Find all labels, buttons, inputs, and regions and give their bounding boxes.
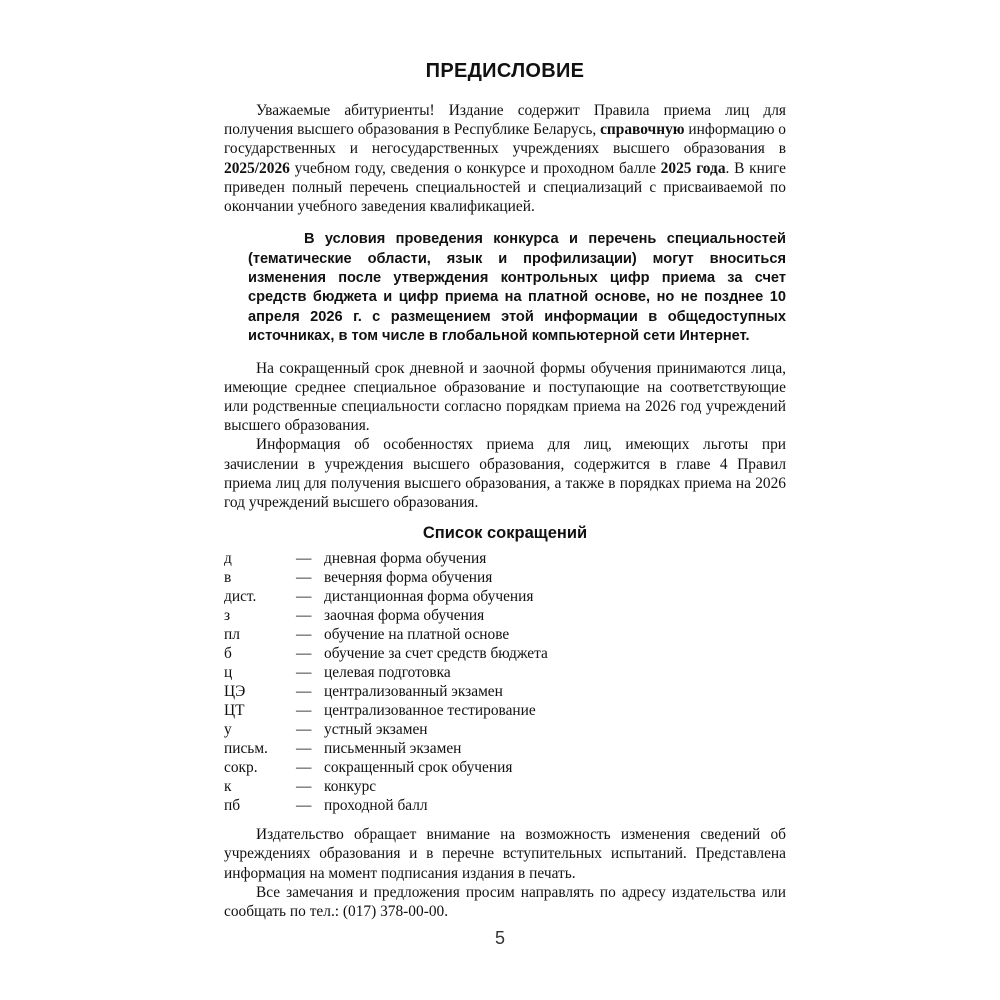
abbreviation-row: [224, 777, 786, 796]
abbreviation-row: [224, 739, 786, 758]
abbreviation-dash: —: [296, 645, 312, 663]
abbreviation-meaning: дневная форма обучения: [324, 550, 487, 568]
intro-bold-year: 2025 года: [660, 159, 726, 177]
abbreviation-meaning: сокращенный срок обучения: [324, 759, 513, 777]
abbreviation-row: [224, 606, 786, 625]
shortened-term-paragraph: На сокращенный срок дневной и заочной формы обучения принимаются лица, имеющие среднее специальное образование и поступающие на соответствующие или родственные специальности согласно порядкам приема на 2026 год учреждений высшего образования.: [224, 359, 786, 435]
intro-paragraph: [224, 101, 786, 216]
intro-text-1: Уважаемые абитуриенты! Издание содержит Правила приема лиц для получения высшего образования в Республике Беларусь,: [224, 102, 786, 139]
abbreviation-dash: —: [296, 664, 312, 682]
abbreviation-row: [224, 644, 786, 663]
abbreviation-row: [224, 625, 786, 644]
abbreviation-meaning: проходной балл: [324, 797, 428, 815]
abbreviation-meaning: обучение за счет средств бюджета: [324, 645, 548, 663]
abbreviations-list: [224, 549, 786, 815]
abbreviation-row: [224, 663, 786, 682]
abbreviation-meaning: централизованное тестирование: [324, 702, 536, 720]
abbreviation-code: ЦЭ: [224, 683, 246, 701]
abbreviation-dash: —: [296, 778, 312, 796]
abbreviation-dash: —: [296, 607, 312, 625]
abbreviation-meaning: вечерняя форма обучения: [324, 569, 493, 587]
abbreviation-meaning: централизованный экзамен: [324, 683, 503, 701]
page-number: 5: [494, 928, 505, 948]
abbreviation-code: сокр.: [224, 759, 258, 777]
abbreviation-meaning: целевая подготовка: [324, 664, 451, 682]
abbreviation-code: ц: [224, 664, 233, 682]
publisher-note-paragraph: Издательство обращает внимание на возможность изменения сведений об учреждениях образования и в перечне вступительных испытаний. Представлена информация на момент подписания издания в печать.: [224, 826, 786, 882]
abbreviation-meaning: письменный экзамен: [324, 740, 462, 758]
abbreviations-title: Список сокращений: [422, 524, 588, 543]
contact-paragraph: Все замечания и предложения просим направлять по адресу издательства или сообщать по тел.: (017) 378-00-00.: [224, 883, 786, 921]
intro-bold-academic-year: 2025/2026: [224, 159, 290, 177]
abbreviation-dash: —: [296, 721, 312, 739]
abbreviation-code: ЦТ: [224, 702, 245, 720]
abbreviation-row: [224, 758, 786, 777]
abbreviation-meaning: дистанционная форма обучения: [324, 588, 534, 606]
abbreviation-meaning: устный экзамен: [324, 721, 428, 739]
abbreviation-code: пл: [224, 626, 240, 644]
abbreviation-row: [224, 720, 786, 739]
abbreviation-dash: —: [296, 588, 312, 606]
abbreviation-code: к: [224, 778, 232, 796]
abbreviation-row: [224, 587, 786, 606]
abbreviation-dash: —: [296, 740, 312, 758]
abbreviation-code: з: [224, 607, 231, 625]
abbreviation-dash: —: [296, 683, 312, 701]
abbreviation-code: в: [224, 569, 232, 587]
intro-text-4: . В книге приведен полный перечень специальностей и специализаций с присваиваемой по окончании учебного заведения квалификацией.: [224, 159, 787, 216]
abbreviation-meaning: заочная форма обучения: [324, 607, 485, 625]
abbreviation-dash: —: [296, 797, 312, 815]
abbreviation-row: [224, 796, 786, 815]
abbreviation-code: у: [224, 721, 232, 739]
notice-paragraph: В условия проведения конкурса и перечень специальностей (тематические области, язык и профилизации) могут вноситься изменения после утверждения контрольных цифр приема за счет средств бюджета и цифр приема на платной основе, но не позднее 10 апреля 2026 г. с размещением этой информации в общедоступных источниках, в том числе в глобальной компьютерной сети Интернет.: [248, 231, 786, 345]
abbreviation-meaning: обучение на платной основе: [324, 626, 510, 644]
abbreviation-dash: —: [296, 569, 312, 587]
benefits-paragraph: Информация об особенностях приема для лиц, имеющих льготы при зачислении в учреждения высшего образования, содержится в главе 4 Правил приема лиц для получения высшего образования, а также в порядках приема на 2026 год учреждений высшего образования.: [224, 436, 786, 512]
abbreviation-row: [224, 682, 786, 701]
intro-bold-reference: справочную: [600, 121, 685, 139]
abbreviation-dash: —: [296, 550, 312, 568]
intro-text-2: информацию о государственных и негосударственных учреждениях высшего образования в: [224, 121, 786, 158]
abbreviation-dash: —: [296, 702, 312, 720]
abbreviation-row: [224, 701, 786, 720]
abbreviation-row: [224, 549, 786, 568]
abbreviation-dash: —: [296, 626, 312, 644]
abbreviation-meaning: конкурс: [324, 778, 377, 796]
abbreviation-code: д: [224, 550, 232, 568]
abbreviation-dash: —: [296, 759, 312, 777]
abbreviation-code: пб: [224, 797, 241, 815]
intro-text-3: учебном году, сведения о конкурсе и проходном балле: [289, 159, 661, 177]
abbreviation-code: письм.: [224, 740, 268, 758]
document-page: [224, 60, 786, 921]
abbreviation-code: дист.: [224, 588, 257, 606]
abbreviation-code: б: [224, 645, 232, 663]
page-title: ПРЕДИСЛОВИЕ: [425, 60, 585, 82]
abbreviation-row: [224, 568, 786, 587]
